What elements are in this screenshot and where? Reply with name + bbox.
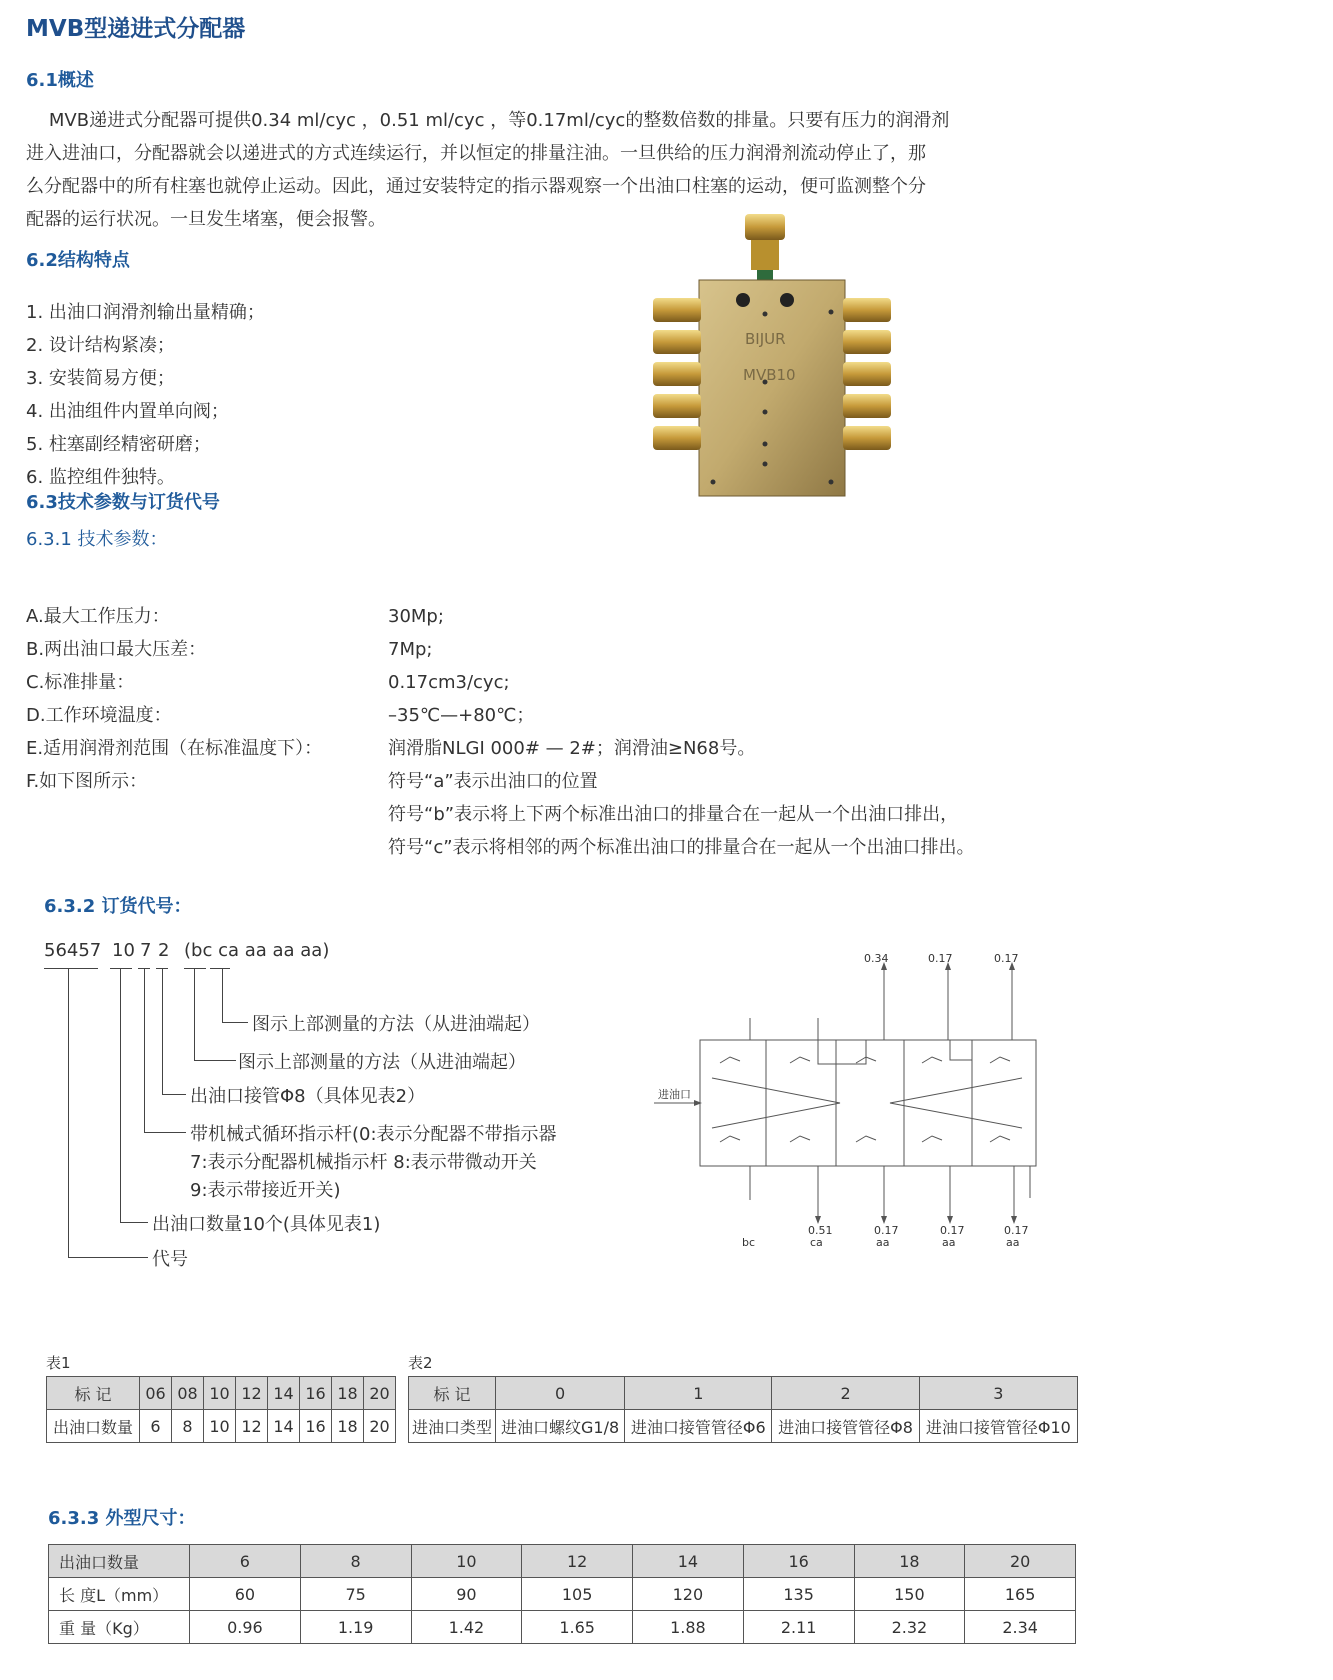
code-part-tube: 2 bbox=[158, 940, 170, 961]
table-cell: 14 bbox=[268, 1410, 300, 1443]
table-cell: 6 bbox=[140, 1410, 172, 1443]
table-cell: 6 bbox=[190, 1545, 301, 1578]
overview-line: 进入进油口，分配器就会以递进式的方式连续运行，并以恒定的排量注油。一旦供给的压力润滑剂流动停止了，那 bbox=[26, 143, 926, 164]
table-cell: 18 bbox=[332, 1377, 364, 1410]
param-key: C.标准排量： bbox=[26, 672, 135, 693]
table-cell: 16 bbox=[300, 1410, 332, 1443]
table2 bbox=[408, 1376, 1078, 1443]
table-cell: 10 bbox=[204, 1410, 236, 1443]
table1-caption: 表1 bbox=[46, 1354, 71, 1372]
table-cell: 16 bbox=[300, 1377, 332, 1410]
feature-item: 4. 出油组件内置单向阀； bbox=[26, 401, 229, 422]
table-cell: 90 bbox=[411, 1578, 522, 1611]
table-row bbox=[409, 1377, 1078, 1410]
table-cell: 8 bbox=[300, 1545, 411, 1578]
table-cell: 0 bbox=[496, 1377, 625, 1410]
table-cell: 20 bbox=[965, 1545, 1076, 1578]
bottom-value: 0.17 bbox=[1004, 1224, 1029, 1237]
feature-item: 3. 安装简易方便； bbox=[26, 368, 175, 389]
brand-engraving: BIJUR bbox=[745, 330, 786, 348]
param-value: –35℃—+80℃； bbox=[388, 705, 535, 726]
table-cell: 10 bbox=[411, 1545, 522, 1578]
feature-item: 6. 监控组件独特。 bbox=[26, 467, 175, 488]
table-cell: 进油口类型 bbox=[409, 1410, 496, 1443]
bottom-code: aa bbox=[1006, 1236, 1020, 1249]
feature-item: 5. 柱塞副经精密研磨； bbox=[26, 434, 211, 455]
table-cell: 2.32 bbox=[854, 1611, 965, 1644]
table-cell: 20 bbox=[364, 1410, 396, 1443]
dimension-table bbox=[48, 1544, 1076, 1644]
bottom-value: 0.51 bbox=[808, 1224, 833, 1237]
table-cell: 135 bbox=[743, 1578, 854, 1611]
param-value: 润滑脂NLGI 000# — 2#；润滑油≥N68号。 bbox=[388, 738, 756, 759]
param-key: F.如下图所示： bbox=[26, 771, 148, 792]
bottom-value: 0.17 bbox=[874, 1224, 899, 1237]
table-cell: 2 bbox=[772, 1377, 919, 1410]
code-note: 图示上部测量的方法（从进油端起） bbox=[238, 1052, 526, 1073]
table-cell: 进油口接管管径Φ10 bbox=[919, 1410, 1077, 1443]
code-part-base: 56457 bbox=[44, 940, 102, 961]
table-cell: 60 bbox=[190, 1578, 301, 1611]
table-cell: 18 bbox=[854, 1545, 965, 1578]
top-label: 0.34 bbox=[864, 952, 889, 965]
table-row bbox=[47, 1410, 396, 1443]
section-6-3-heading: 6.3技术参数与订货代号 bbox=[26, 492, 220, 513]
table-cell: 8 bbox=[172, 1410, 204, 1443]
param-key: B.两出油口最大压差： bbox=[26, 639, 207, 660]
table-cell: 进油口接管管径Φ6 bbox=[625, 1410, 772, 1443]
table-cell: 18 bbox=[332, 1410, 364, 1443]
param-value: 30Mp; bbox=[388, 606, 444, 627]
table-cell: 重 量（Kg） bbox=[49, 1611, 190, 1644]
code-part-outlets: 10 bbox=[112, 940, 135, 961]
table-cell: 进油口螺纹G1/8 bbox=[496, 1410, 625, 1443]
feature-item: 2. 设计结构紧凑； bbox=[26, 335, 175, 356]
table-cell: 长 度L（mm） bbox=[49, 1578, 190, 1611]
param-key: A.最大工作压力： bbox=[26, 606, 170, 627]
overview-line: 么分配器中的所有柱塞也就停止运动。因此，通过安装特定的指示器观察一个出油口柱塞的运动，便可监测整个分 bbox=[26, 176, 926, 197]
table-cell: 14 bbox=[268, 1377, 300, 1410]
table-cell: 1 bbox=[625, 1377, 772, 1410]
table-cell: 2.34 bbox=[965, 1611, 1076, 1644]
table-cell: 1.42 bbox=[411, 1611, 522, 1644]
bottom-code: ca bbox=[810, 1236, 823, 1249]
model-engraving: MVB10 bbox=[743, 366, 796, 384]
order-code-tree bbox=[44, 940, 664, 1290]
param-value: 0.17cm3/cyc; bbox=[388, 672, 510, 693]
section-6-2-heading: 6.2结构特点 bbox=[26, 250, 130, 271]
section-6-3-1-heading: 6.3.1 技术参数： bbox=[26, 529, 168, 550]
table-cell: 2.11 bbox=[743, 1611, 854, 1644]
table-cell: 06 bbox=[140, 1377, 172, 1410]
product-photo bbox=[645, 212, 905, 512]
param-value: 符号“c”表示将相邻的两个标准出油口的排量合在一起从一个出油口排出。 bbox=[388, 837, 975, 858]
overview-line: 配器的运行状况。一旦发生堵塞，便会报警。 bbox=[26, 209, 386, 230]
code-note: 带机械式循环指示杆(0:表示分配器不带指示器 bbox=[190, 1124, 557, 1145]
code-part-indicator: 7 bbox=[140, 940, 152, 961]
distributor-schematic bbox=[650, 960, 1070, 1254]
table-cell: 150 bbox=[854, 1578, 965, 1611]
code-note: 7:表示分配器机械指示杆 8:表示带微动开关 bbox=[190, 1152, 537, 1173]
table-row bbox=[49, 1611, 1076, 1644]
bottom-value: 0.17 bbox=[940, 1224, 965, 1237]
code-note: 出油口数量10个(具体见表1) bbox=[152, 1214, 381, 1235]
overview-paragraph bbox=[26, 104, 1076, 236]
overview-line: MVB递进式分配器可提供0.34 ml/cyc ，0.51 ml/cyc ，等0.17ml/cyc的整数倍数的排量。只要有压力的润滑剂 bbox=[26, 110, 950, 131]
table-cell: 标 记 bbox=[409, 1377, 496, 1410]
table-cell: 16 bbox=[743, 1545, 854, 1578]
code-note: 出油口接管Φ8（具体见表2） bbox=[190, 1086, 426, 1107]
table-cell: 3 bbox=[919, 1377, 1077, 1410]
param-value: 符号“a”表示出油口的位置 bbox=[388, 771, 598, 792]
table-row bbox=[49, 1545, 1076, 1578]
page-title: MVB型递进式分配器 bbox=[26, 16, 246, 42]
section-6-3-2-heading: 6.3.2 订货代号： bbox=[44, 896, 192, 917]
table-row bbox=[47, 1377, 396, 1410]
table-cell: 12 bbox=[236, 1377, 268, 1410]
table-cell: 120 bbox=[633, 1578, 744, 1611]
code-note: 9:表示带接近开关) bbox=[190, 1180, 341, 1201]
code-part-config: (bc ca aa aa aa) bbox=[184, 940, 330, 961]
table-cell: 75 bbox=[300, 1578, 411, 1611]
table2-caption: 表2 bbox=[408, 1354, 433, 1372]
table-cell: 12 bbox=[522, 1545, 633, 1578]
feature-list bbox=[26, 296, 265, 494]
section-6-1-heading: 6.1概述 bbox=[26, 70, 94, 91]
table-cell: 08 bbox=[172, 1377, 204, 1410]
table-cell: 105 bbox=[522, 1578, 633, 1611]
table-cell: 标 记 bbox=[47, 1377, 140, 1410]
bottom-code: bc bbox=[742, 1236, 756, 1249]
table-cell: 1.65 bbox=[522, 1611, 633, 1644]
bottom-code: aa bbox=[876, 1236, 890, 1249]
param-value: 7Mp; bbox=[388, 639, 433, 660]
param-key: E.适用润滑剂范围（在标准温度下）： bbox=[26, 738, 323, 759]
param-key: D.工作环境温度： bbox=[26, 705, 172, 726]
inlet-label: 进油口 bbox=[658, 1088, 691, 1101]
code-note: 代号 bbox=[152, 1249, 188, 1270]
top-label: 0.17 bbox=[928, 952, 953, 965]
section-6-3-3-heading: 6.3.3 外型尺寸： bbox=[48, 1508, 196, 1529]
table-cell: 出油口数量 bbox=[49, 1545, 190, 1578]
table-cell: 12 bbox=[236, 1410, 268, 1443]
table1 bbox=[46, 1376, 396, 1443]
table-cell: 出油口数量 bbox=[47, 1410, 140, 1443]
table-cell: 20 bbox=[364, 1377, 396, 1410]
table-cell: 165 bbox=[965, 1578, 1076, 1611]
table-cell: 0.96 bbox=[190, 1611, 301, 1644]
param-value: 符号“b”表示将上下两个标准出油口的排量合在一起从一个出油口排出， bbox=[388, 804, 959, 825]
feature-item: 1. 出油口润滑剂输出量精确； bbox=[26, 302, 265, 323]
top-label: 0.17 bbox=[994, 952, 1019, 965]
table-cell: 1.19 bbox=[300, 1611, 411, 1644]
table-cell: 进油口接管管径Φ8 bbox=[772, 1410, 919, 1443]
table-cell: 14 bbox=[633, 1545, 744, 1578]
table-cell: 10 bbox=[204, 1377, 236, 1410]
table-cell: 1.88 bbox=[633, 1611, 744, 1644]
table-row bbox=[409, 1410, 1078, 1443]
table-row bbox=[49, 1578, 1076, 1611]
code-note: 图示上部测量的方法（从进油端起） bbox=[252, 1014, 540, 1035]
bottom-code: aa bbox=[942, 1236, 956, 1249]
